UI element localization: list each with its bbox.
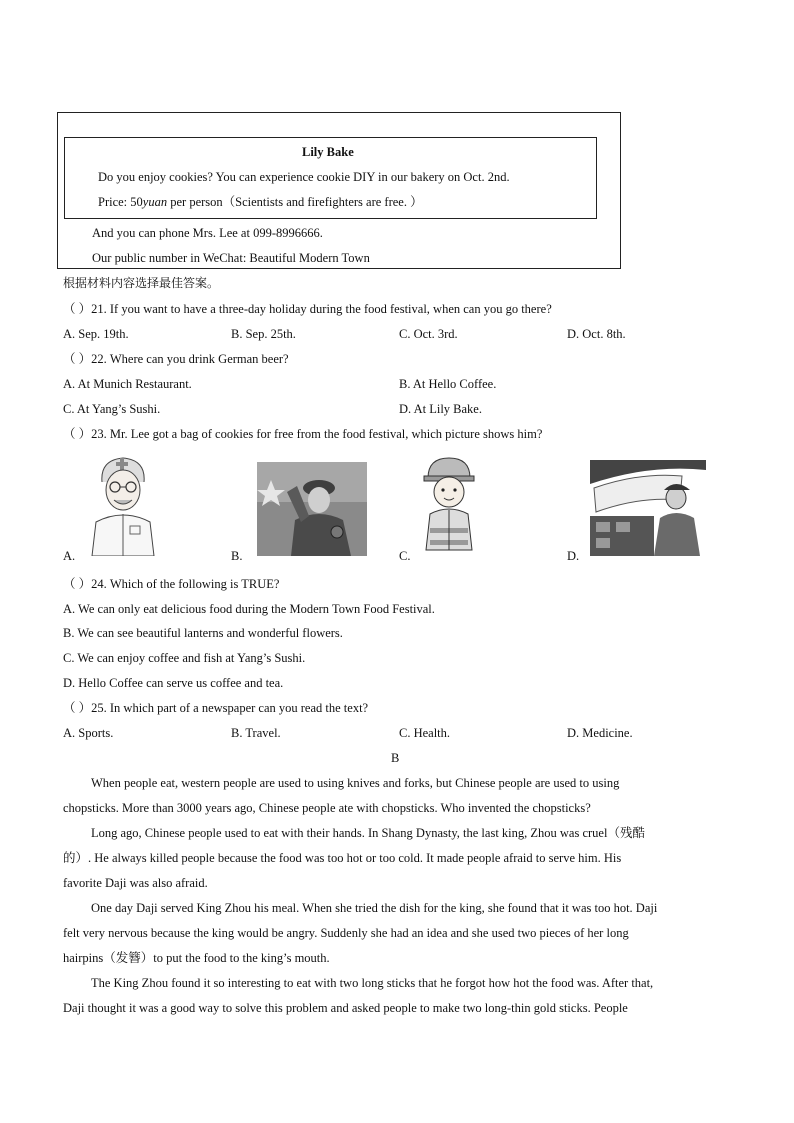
ad-title: Lily Bake: [302, 145, 354, 159]
q21-option-d: D. Oct. 8th.: [567, 327, 626, 341]
section-b-label: B: [391, 751, 400, 765]
firefighter-picture: [414, 454, 484, 556]
instruction: 根据材料内容选择最佳答案。: [63, 276, 220, 290]
q21-option-c: C. Oct. 3rd.: [399, 327, 458, 341]
q24-option-c: C. We can enjoy coffee and fish at Yang’s Sushi.: [63, 651, 306, 665]
passage-p2-line2: 的）. He always killed people because the food was too hot or too cold. It made people afraid to serve him. His: [63, 851, 622, 865]
passage-p3-line3: hairpins（发簪）to put the food to the king’s mouth.: [63, 951, 330, 965]
q24-option-d: D. Hello Coffee can serve us coffee and tea.: [63, 676, 284, 690]
q22-stem: （ ）22. Where can you drink German beer?: [63, 352, 289, 366]
q25-option-d: D. Medicine.: [567, 726, 633, 740]
soldier-picture: [257, 462, 367, 556]
q23-option-a: A.: [63, 549, 76, 563]
q24-stem: （ ）24. Which of the following is TRUE?: [63, 577, 280, 591]
passage-p1-line1: When people eat, western people are used to using knives and forks, but Chinese people are used to using: [91, 776, 620, 790]
q22-option-b: B. At Hello Coffee.: [399, 377, 497, 391]
passage-p3-line1: One day Daji served King Zhou his meal. When she tried the dish for the king, she found that it was too hot. Daji: [91, 901, 658, 915]
q22-option-c: C. At Yang’s Sushi.: [63, 402, 161, 416]
q22-option-a: A. At Munich Restaurant.: [63, 377, 192, 391]
passage-p1-line2: chopsticks. More than 3000 years ago, Chinese people ate with chopsticks. Who invented the chopsticks?: [63, 801, 591, 815]
passage-p2-line1: Long ago, Chinese people used to eat with their hands. In Shang Dynasty, the last king, Zhou was cruel（残酷: [91, 826, 645, 840]
q21-stem: （ ）21. If you want to have a three-day holiday during the food festival, when can you go there?: [63, 302, 552, 316]
q23-stem: （ ）23. Mr. Lee got a bag of cookies for free from the food festival, which picture shows him?: [63, 427, 543, 441]
ad-phone: And you can phone Mrs. Lee at 099-8996666.: [92, 226, 323, 240]
q25-option-a: A. Sports.: [63, 726, 114, 740]
q24-option-a: A. We can only eat delicious food during the Modern Town Food Festival.: [63, 602, 435, 616]
q21-option-a: A. Sep. 19th.: [63, 327, 129, 341]
q25-option-c: C. Health.: [399, 726, 451, 740]
ad-line1: Do you enjoy cookies? You can experience cookie DIY in our bakery on Oct. 2nd.: [98, 170, 510, 184]
q23-option-b: B.: [231, 549, 243, 563]
ad-price-suffix: per person（Scientists and firefighters are free. ）: [167, 195, 423, 209]
passage-p4-line2: Daji thought it was a good way to solve this problem and asked people to make two long-thin gold sticks. People: [63, 1001, 628, 1015]
ad-price-prefix: Price: 50: [98, 195, 143, 209]
passage-p3-line2: felt very nervous because the king would be angry. Suddenly she had an idea and she used two pieces of her long: [63, 926, 629, 940]
ad-price: [98, 194, 423, 210]
q23-option-d: D.: [567, 549, 580, 563]
passage-p2-line3: favorite Daji was also afraid.: [63, 876, 208, 890]
scientist-picture: [80, 452, 166, 556]
q23-option-c: C.: [399, 549, 411, 563]
pilot-picture: [590, 460, 706, 556]
q22-option-d: D. At Lily Bake.: [399, 402, 482, 416]
q25-option-b: B. Travel.: [231, 726, 281, 740]
passage-p4-line1: The King Zhou found it so interesting to eat with two long sticks that he forgot how hot the food was. After that,: [91, 976, 654, 990]
q25-stem: （ ）25. In which part of a newspaper can you read the text?: [63, 701, 369, 715]
ad-price-unit: yuan: [142, 195, 168, 209]
q21-option-b: B. Sep. 25th.: [231, 327, 296, 341]
ad-wechat: Our public number in WeChat: Beautiful Modern Town: [92, 251, 370, 265]
q24-option-b: B. We can see beautiful lanterns and wonderful flowers.: [63, 626, 343, 640]
